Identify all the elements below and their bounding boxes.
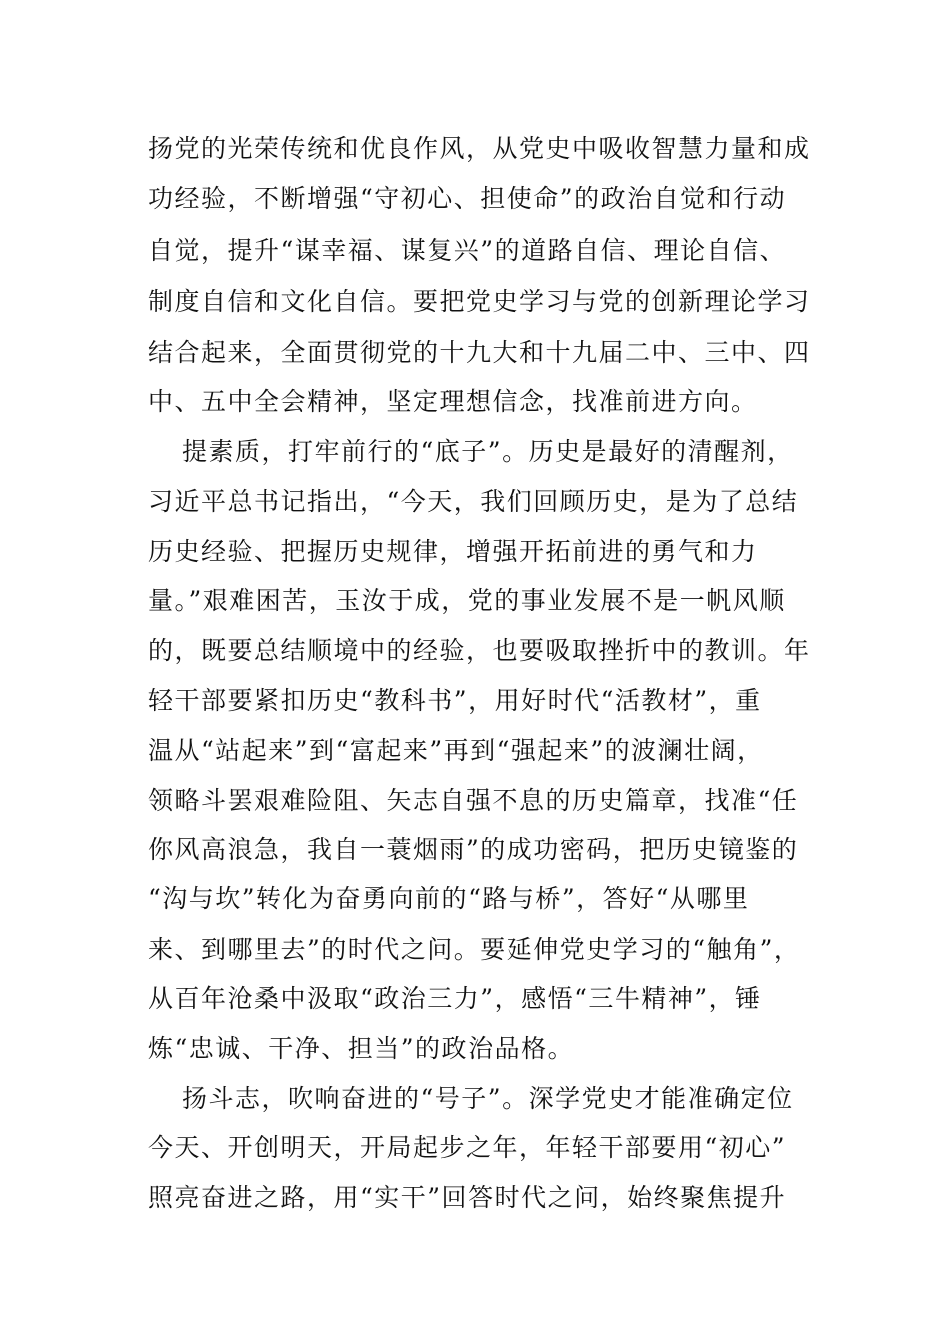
text-line: 功经验，不断增强“守初心、担使命”的政治自觉和行动: [148, 184, 787, 213]
text-line: 扬党的光荣传统和优良作风，从党史中吸收智慧力量和成: [148, 134, 811, 163]
text-line: 历史经验、把握历史规律，增强开拓前进的勇气和力: [148, 537, 758, 566]
text-line: 炼“忠诚、干净、担当”的政治品格。: [148, 1034, 575, 1063]
text-line: 来、到哪里去”的时代之问。要延伸党史学习的“触角”，: [148, 935, 801, 964]
paragraph-first-line: 提素质，打牢前行的“底子”。历史是最好的清醒剂，: [182, 437, 794, 466]
text-line: 量。”艰难困苦，玉汝于成，党的事业发展不是一帆风顺: [148, 586, 786, 615]
text-line: 照亮奋进之路，用“实干”回答时代之问，始终聚焦提升: [148, 1183, 787, 1212]
text-line: 温从“站起来”到“富起来”再到“强起来”的波澜壮阔，: [148, 736, 764, 765]
text-line: 结合起来，全面贯彻党的十九大和十九届二中、三中、四: [148, 338, 811, 367]
paragraph-first-line: 扬斗志，吹响奋进的“号子”。深学党史才能准确定位: [182, 1084, 794, 1113]
text-line: 自觉，提升“谋幸福、谋复兴”的道路自信、理论自信、: [148, 236, 787, 265]
text-line: “沟与坎”转化为奋勇向前的“路与桥”，答好“从哪里: [148, 884, 750, 913]
text-line: 制度自信和文化自信。要把党史学习与党的创新理论学习: [148, 287, 811, 316]
text-line: 今天、开创明天，开局起步之年，年轻干部要用“初心”: [148, 1133, 787, 1162]
text-line: 习近平总书记指出，“今天，我们回顾历史，是为了总结: [148, 487, 799, 516]
text-line: 的，既要总结顺境中的经验，也要吸取挫折中的教训。年: [148, 636, 811, 665]
text-line: 轻干部要紧扣历史“教科书”，用好时代“活教材”，重: [148, 686, 762, 715]
text-line: 领略斗罢艰难险阻、矢志自强不息的历史篇章，找准“任: [148, 786, 799, 815]
text-line: 从百年沧桑中汲取“政治三力”，感悟“三牛精神”，锤: [148, 984, 762, 1013]
text-line: 中、五中全会精神，坚定理想信念，找准前进方向。: [148, 387, 758, 416]
text-line: 你风高浪急，我自一蓑烟雨”的成功密码，把历史镜鉴的: [148, 835, 799, 864]
